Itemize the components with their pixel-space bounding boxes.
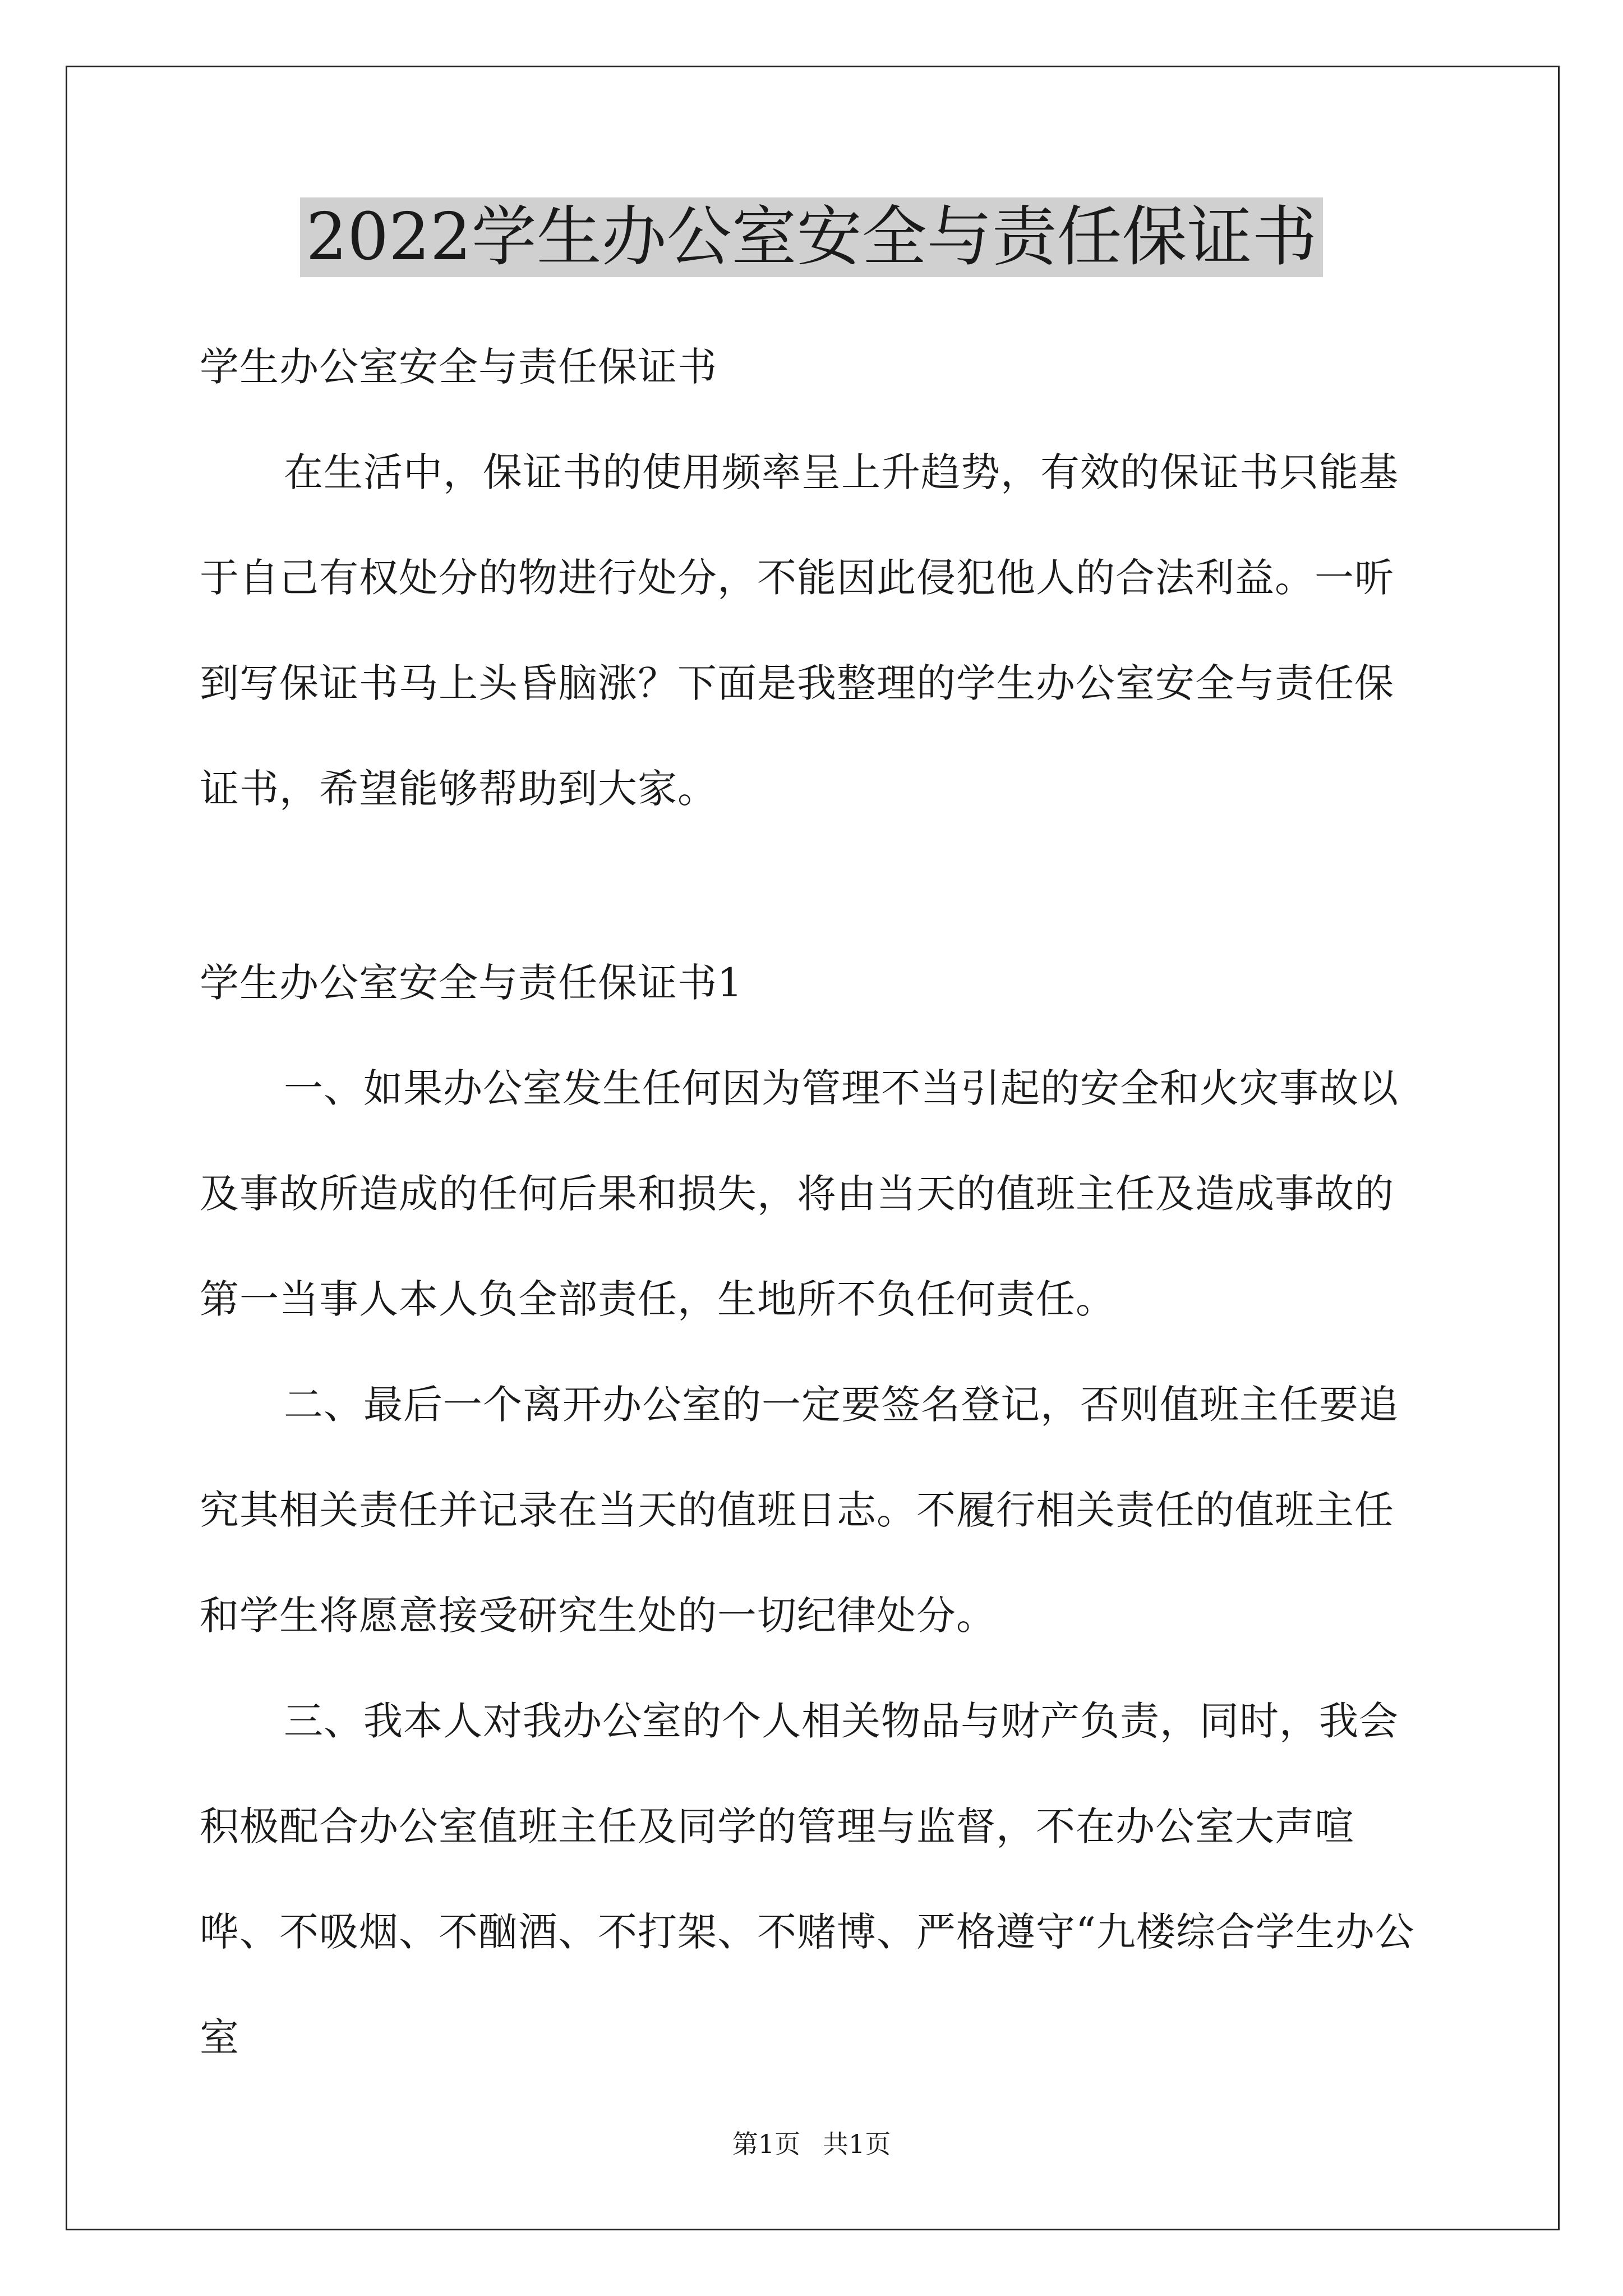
intro-paragraph: 在生活中，保证书的使用频率呈上升趋势，有效的保证书只能基于自己有权处分的物进行处分，不能因此侵犯他人的合法利益。一听到写保证书马上头昏脑涨？下面是我整理的学生办公室安全与责任保证书，希望能够帮助到大家。 (200, 449, 1399, 812)
page-number-total: 共1页 (823, 2129, 891, 2159)
clause-1: 一、如果办公室发生任何因为管理不当引起的安全和火灾事故以及事故所造成的任何后果和损失，将由当天的值班主任及造成事故的第一当事人本人负全部责任，生地所不负任何责任。 (200, 1065, 1399, 1322)
page-footer (0, 2127, 1623, 2161)
clause-3: 三、我本人对我办公室的个人相关物品与财产负责，同时，我会积极配合办公室值班主任及同学的管理与监督，不在办公室大声喧哗、不吸烟、不酗酒、不打架、不赌博、严格遵守“九楼综合学生办公室 (200, 1698, 1415, 2060)
section-heading: 学生办公室安全与责任保证书1 (200, 960, 743, 1006)
document-subtitle: 学生办公室安全与责任保证书 (200, 344, 717, 390)
title-container (0, 197, 1623, 277)
page-number-current: 第1页 (732, 2129, 800, 2159)
clause-2: 二、最后一个离开办公室的一定要签名登记，否则值班主任要追究其相关责任并记录在当天的值班日志。不履行相关责任的值班主任和学生将愿意接受研究生处的一切纪律处分。 (200, 1382, 1399, 1639)
document-title: 2022学生办公室安全与责任保证书 (300, 197, 1322, 277)
